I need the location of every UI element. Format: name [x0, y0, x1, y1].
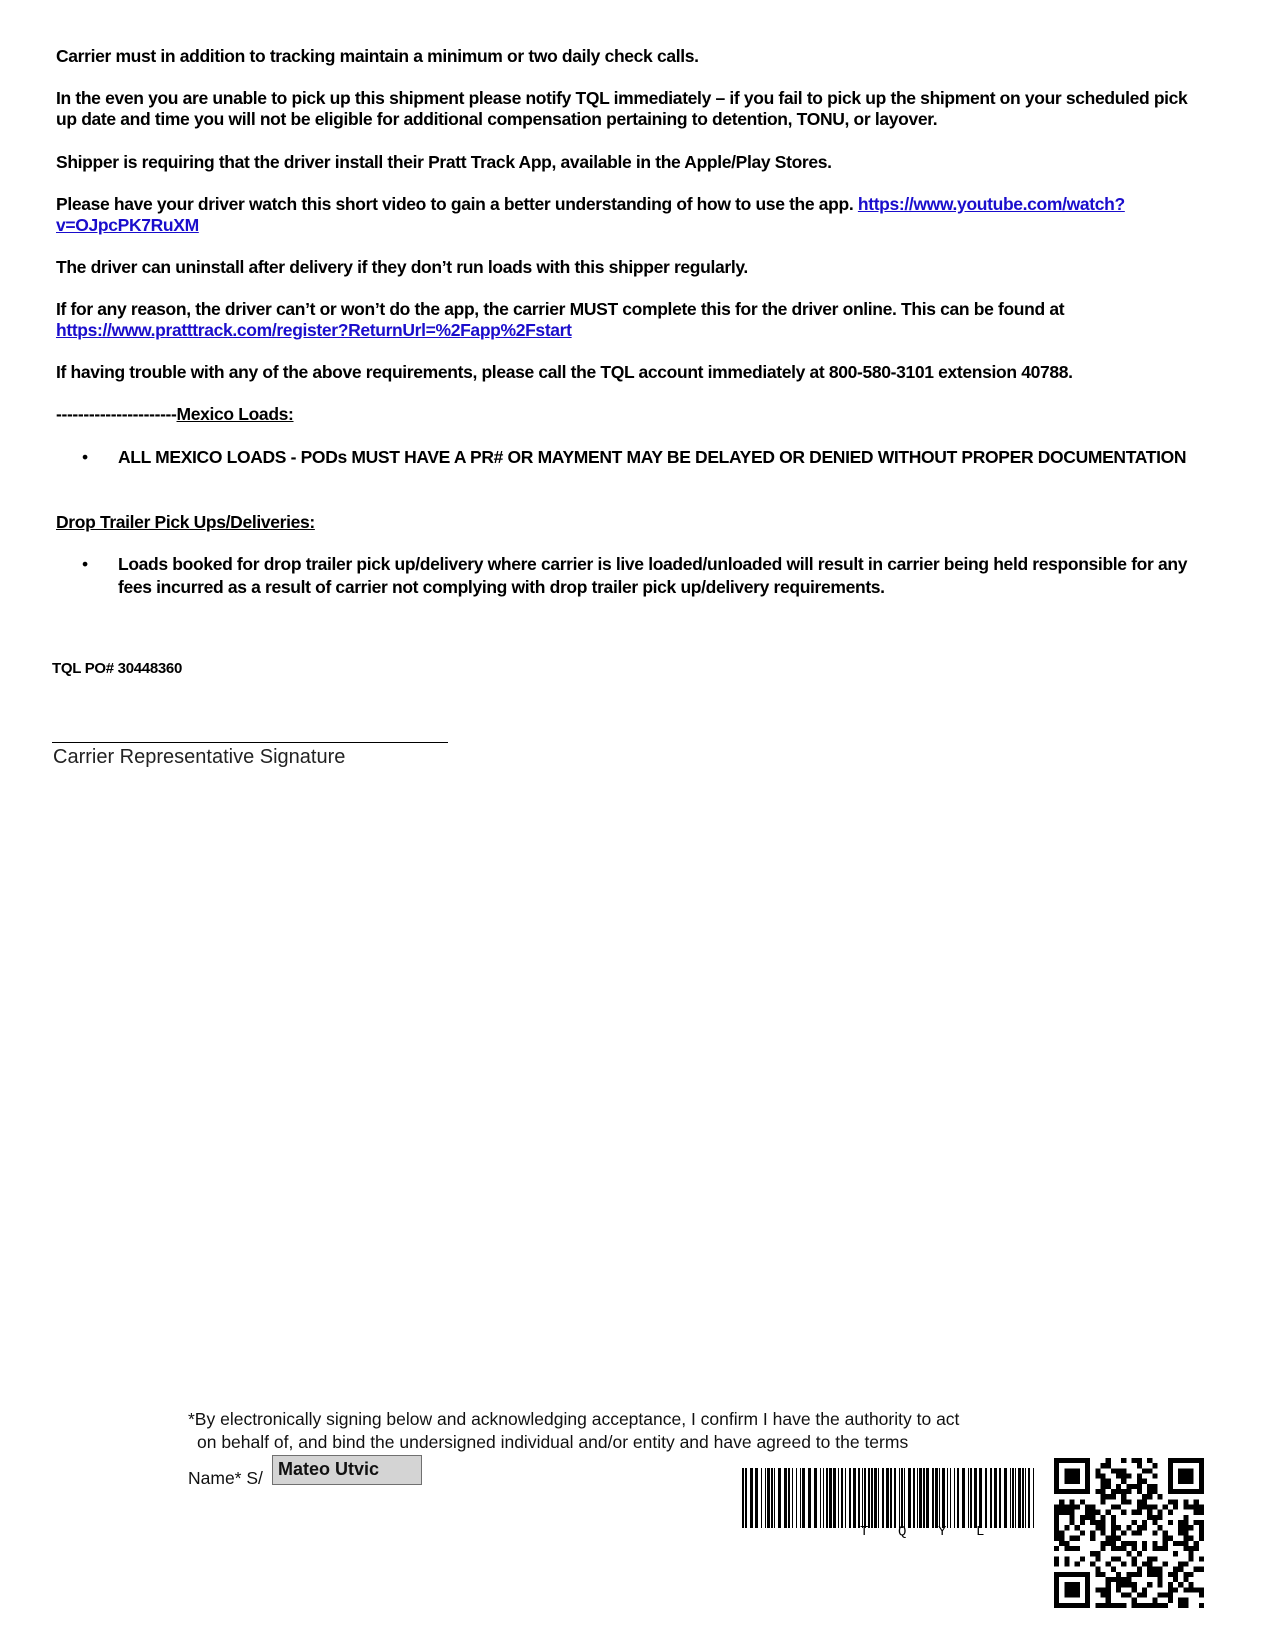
barcode-char: T	[860, 1524, 869, 1540]
mexico-bullet-item	[82, 446, 1192, 469]
online-paragraph	[56, 299, 1196, 341]
video-link[interactable]: https://www.youtube.com/watch?v=OJpcPK7RuXM	[56, 194, 1125, 235]
acknowledgement-text	[188, 1408, 959, 1454]
video-paragraph	[56, 194, 1196, 236]
pratttrack-register-link[interactable]: https://www.pratttrack.com/register?ReturnUrl=%2Fapp%2Fstart	[56, 320, 572, 340]
mexico-heading-text: Mexico Loads:	[176, 404, 294, 424]
drop-trailer-bullet-item	[82, 553, 1192, 599]
qr-code-image	[1054, 1458, 1204, 1608]
acknowledgement-line-2: on behalf of, and bind the undersigned individual and/or entity and have agreed to the terms	[197, 1432, 909, 1452]
barcode-char: Y	[938, 1524, 947, 1540]
drop-trailer-heading-text: Drop Trailer Pick Ups/Deliveries:	[56, 512, 315, 532]
po-number: TQL PO# 30448360	[52, 660, 183, 677]
unable-pickup-paragraph: In the even you are unable to pick up this shipment please notify TQL immediately – if you fail to pick up the shipment on your scheduled pick up date and time you will not be eligible for additional compensation pertaining to detention, TONU, or layover.	[56, 88, 1188, 129]
mexico-dashes: ----------------------	[56, 404, 177, 424]
name-signature-field[interactable]: Mateo Utvic	[272, 1455, 422, 1485]
video-text: Please have your driver watch this short video to gain a better understanding of how to use the app.	[56, 194, 854, 214]
bullet-icon: •	[82, 447, 88, 467]
drop-trailer-bullet-text: Loads booked for drop trailer pick up/delivery where carrier is live loaded/unloaded will result in carrier being held responsible for any fees incurred as a result of carrier not complying with drop trailer pick up/delivery requirements.	[118, 554, 1188, 597]
check-calls-paragraph: Carrier must in addition to tracking maintain a minimum or two daily check calls.	[56, 46, 699, 66]
uninstall-paragraph: The driver can uninstall after delivery if they don’t run loads with this shipper regularly.	[56, 257, 748, 277]
shipper-app-paragraph: Shipper is requiring that the driver install their Pratt Track App, available in the Apple/Play Stores.	[56, 152, 832, 172]
barcode-image	[742, 1468, 1034, 1528]
bullet-icon: •	[82, 554, 88, 574]
mexico-bullet-text: ALL MEXICO LOADS - PODs MUST HAVE A PR# OR MAYMENT MAY BE DELAYED OR DENIED WITHOUT PROPER DOCUMENTATION	[118, 447, 1187, 467]
signature-label: Carrier Representative Signature	[53, 746, 346, 768]
barcode-char: L	[976, 1524, 985, 1540]
online-text: If for any reason, the driver can’t or won’t do the app, the carrier MUST complete this for the driver online. This can be found at	[56, 299, 1065, 319]
trouble-paragraph: If having trouble with any of the above requirements, please call the TQL account immediately at 800-580-3101 extension 40788.	[56, 362, 1073, 382]
barcode-char: Q	[898, 1524, 907, 1540]
name-label: Name* S/	[188, 1468, 263, 1488]
mexico-heading	[56, 404, 1196, 425]
acknowledgement-line-1: *By electronically signing below and acknowledging acceptance, I confirm I have the authority to act	[188, 1409, 960, 1429]
signature-line[interactable]	[52, 742, 448, 743]
drop-trailer-heading	[56, 512, 1196, 533]
